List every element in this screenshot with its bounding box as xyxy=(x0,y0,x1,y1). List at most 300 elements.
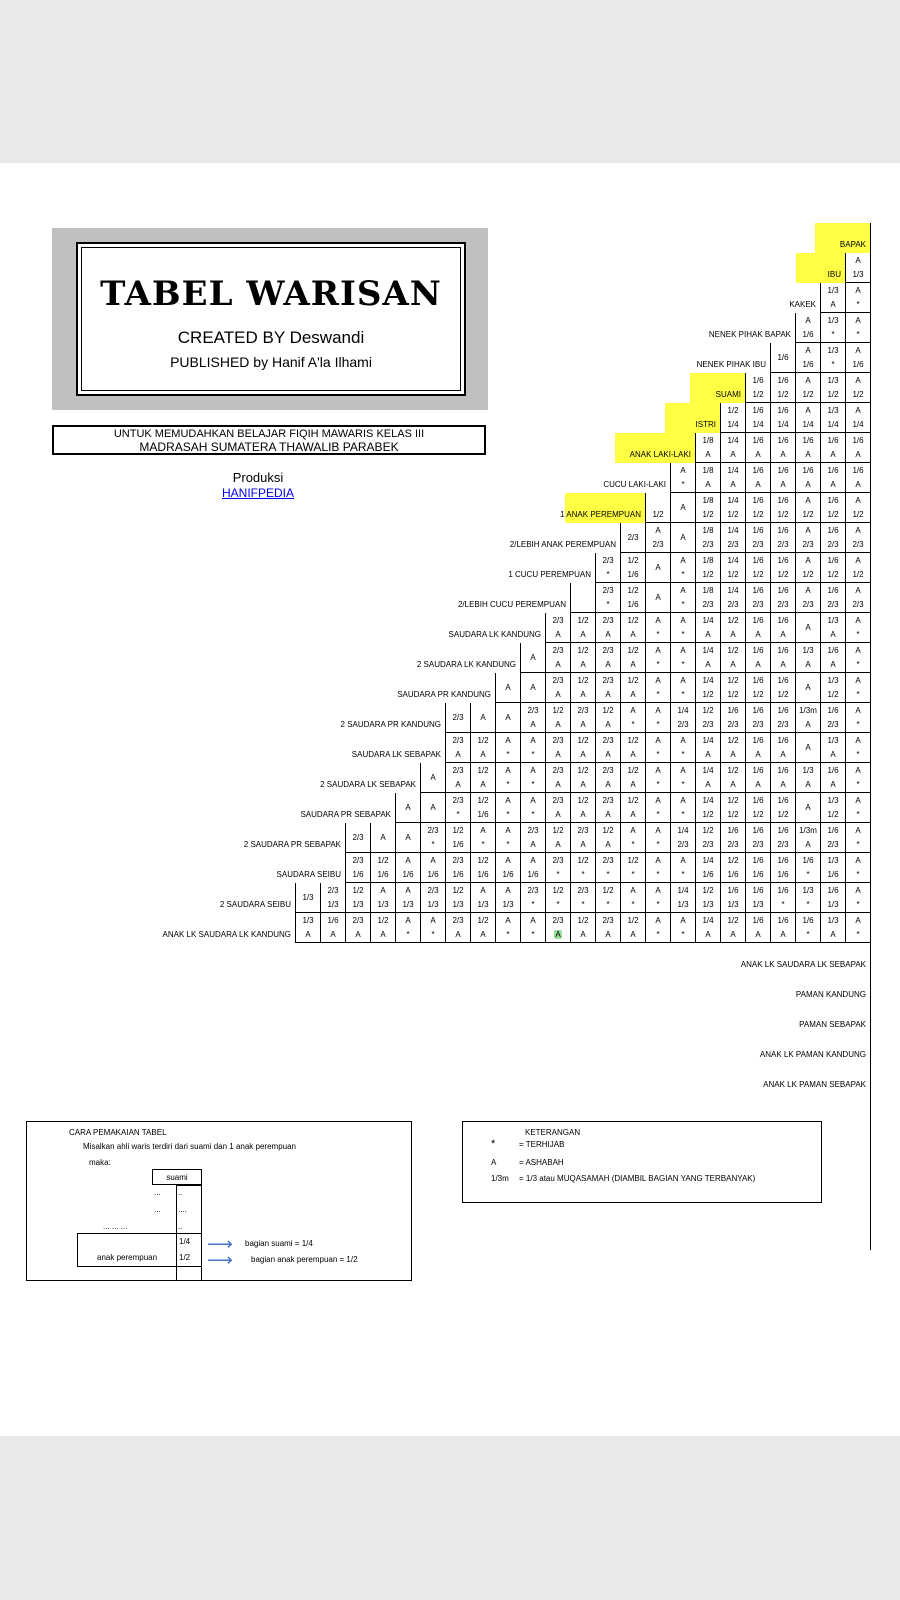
page-title: TABEL WARISAN xyxy=(100,274,442,314)
table-cell: 2/3 * xyxy=(595,553,620,583)
table-cell: A 1/6 xyxy=(420,853,445,883)
table-cell: 1/2 A xyxy=(620,913,645,943)
table-cell: 1/2 A xyxy=(720,643,745,673)
table-cell: A 1/6 xyxy=(845,343,870,373)
table-cell: A 1/2 xyxy=(845,553,870,583)
table-cell: 1/3 xyxy=(295,883,320,913)
table-cell: A * xyxy=(845,313,870,343)
table-cell: 1/6 1/2 xyxy=(820,493,845,523)
table-cell: 1/3 A xyxy=(820,913,845,943)
table-cell: 2/3 A xyxy=(595,913,620,943)
table-cell: 1/6 1/4 xyxy=(745,403,770,433)
table-cell: 1/2 * xyxy=(595,883,620,913)
usage-line1: Misalkan ahli waris terdiri dari suami dan 1 anak perempuan xyxy=(83,1142,296,1151)
table-cell: 1/6 A xyxy=(845,463,870,493)
table-right-border xyxy=(870,223,871,1250)
table-cell: 1/2 * xyxy=(545,883,570,913)
table-cell: 2/3 A xyxy=(520,703,545,733)
heir-label xyxy=(744,1063,870,1093)
table-cell: 1/6 A xyxy=(795,433,820,463)
table-cell: 1/4 A xyxy=(720,463,745,493)
heir-label xyxy=(139,913,295,943)
table-cell: A xyxy=(495,703,520,733)
table-cell: 2/3 A xyxy=(545,763,570,793)
table-cell: 1/6 2/3 xyxy=(720,823,745,853)
table-cell: 1/6 A xyxy=(770,763,795,793)
table-cell: 1/2 A xyxy=(370,913,395,943)
heir-label xyxy=(325,703,445,733)
table-cell: 1/4 1/2 xyxy=(695,673,720,703)
heir-label-text: SUAMI xyxy=(715,390,741,399)
table-cell: 1/6 1/2 xyxy=(770,553,795,583)
table-cell: A xyxy=(520,643,545,673)
table-cell: A 1/6 xyxy=(495,853,520,883)
table-cell: 2/3 1/3 xyxy=(320,883,345,913)
table-cell: 1/4 1/2 xyxy=(720,553,745,583)
legend-star: * xyxy=(491,1138,496,1150)
table-cell: 1/6 A xyxy=(745,433,770,463)
table-cell: 2/3 1/3 xyxy=(420,883,445,913)
table-cell: A 1/3 xyxy=(495,883,520,913)
legend-star-desc: = TERHIJAB xyxy=(519,1140,565,1149)
table-cell: 1/2 A xyxy=(570,763,595,793)
example-dots: .... xyxy=(178,1205,187,1214)
heir-label-text: SAUDARA SEIBU xyxy=(276,870,341,879)
table-cell: A * xyxy=(520,793,545,823)
subtitle-line2: MADRASAH SUMATERA THAWALIB PARABEK xyxy=(139,440,399,454)
table-cell: 1/2 1/2 xyxy=(720,673,745,703)
table-cell: 1/2 2/3 xyxy=(695,703,720,733)
table-cell: 1/2 A xyxy=(620,643,645,673)
heir-label xyxy=(792,1003,870,1033)
table-cell: A * xyxy=(670,583,695,613)
example-dots: .. xyxy=(178,1222,183,1231)
table-cell: 1/4 2/3 xyxy=(670,703,695,733)
table-cell: 2/3 A xyxy=(545,613,570,643)
table-cell: 1/2 2/3 xyxy=(695,823,720,853)
table-cell: A * xyxy=(645,853,670,883)
heir-label xyxy=(792,973,870,1003)
table-cell: 1/6 1/2 xyxy=(745,553,770,583)
table-cell: 1/2 A xyxy=(620,613,645,643)
heir-label xyxy=(287,793,395,823)
legend-m: 1/3m xyxy=(491,1174,509,1183)
table-cell: 1/8 1/2 xyxy=(695,493,720,523)
table-cell: 1/2 1/6 xyxy=(720,853,745,883)
table-cell: 1/8 1/2 xyxy=(695,553,720,583)
table-cell: A xyxy=(420,793,445,823)
production-link[interactable]: HANIFPEDIA xyxy=(221,486,294,500)
table-cell: 1/2 A xyxy=(620,733,645,763)
table-cell: 1/6 A xyxy=(820,643,845,673)
table-cell: 2/3 A xyxy=(545,913,570,943)
heir-label-text: KAKEK xyxy=(789,300,816,309)
table-cell: 1/6 2/3 xyxy=(820,523,845,553)
table-cell: 1/6 A xyxy=(745,763,770,793)
table-cell: 1/2 A xyxy=(570,913,595,943)
table-cell: 1/4 1/6 xyxy=(695,853,720,883)
heir-label-text: PAMAN KANDUNG xyxy=(795,990,866,999)
table-cell: 1/2 A xyxy=(595,703,620,733)
table-cell: 1/3m A xyxy=(795,823,820,853)
table-cell: 1/6 A xyxy=(320,913,345,943)
heir-label-text: 2/LEBIH CUCU PEREMPUAN xyxy=(457,600,566,609)
table-cell: 1/6 1/3 xyxy=(720,883,745,913)
table-cell: 2/3 * xyxy=(445,793,470,823)
table-cell: 1/2 A xyxy=(470,763,495,793)
table-cell: 1/6 A xyxy=(845,433,870,463)
heir-label xyxy=(267,853,345,883)
table-cell: 1/6 A xyxy=(770,733,795,763)
heir-label xyxy=(400,643,520,673)
table-cell: 1/6 1/6 xyxy=(745,853,770,883)
table-cell: A xyxy=(420,763,445,793)
table-cell: 1/4 A xyxy=(695,643,720,673)
note-suami: bagian suami = 1/4 xyxy=(245,1239,313,1248)
table-cell: 1/2 1/6 xyxy=(470,793,495,823)
table-cell: 1/6 1/2 xyxy=(770,493,795,523)
table-cell: A 1/3 xyxy=(470,883,495,913)
table-cell: A xyxy=(670,523,695,553)
heir-label xyxy=(438,583,570,613)
table-cell: A xyxy=(395,823,420,853)
table-cell: A 1/6 xyxy=(520,853,545,883)
table-cell: A * xyxy=(670,613,695,643)
table-cell: 1/2 A xyxy=(570,613,595,643)
table-cell: 1/6 A xyxy=(745,463,770,493)
heir-label-text: NENEK PIHAK BAPAK xyxy=(708,330,791,339)
table-cell: 1/6 A xyxy=(770,643,795,673)
table-cell: 1/2 A xyxy=(570,643,595,673)
example-val-suami: 1/4 xyxy=(179,1237,191,1246)
legend-a-desc: = ASHABAH xyxy=(519,1158,564,1167)
heir-label-text: ANAK LK PAMAN SEBAPAK xyxy=(763,1080,866,1089)
table-cell: 1/4 1/2 xyxy=(720,493,745,523)
heir-label xyxy=(744,1033,870,1063)
table-cell: 2/3 A xyxy=(545,793,570,823)
heir-label-text: 1 CUCU PEREMPUAN xyxy=(508,570,591,579)
table-cell: A 1/6 xyxy=(795,313,820,343)
table-cell: 1/2 xyxy=(645,493,670,523)
table-cell: A * xyxy=(845,793,870,823)
table-cell: 2/3 A xyxy=(545,673,570,703)
table-cell: 2/3 A xyxy=(595,793,620,823)
table-cell: 2/3 * xyxy=(520,883,545,913)
subtitle-line1: UNTUK MEMUDAHKAN BELAJAR FIQIH MAWARIS KELAS III xyxy=(113,428,425,440)
table-cell: 1/6 A xyxy=(745,913,770,943)
table-cell: 1/8 A xyxy=(695,463,720,493)
table-cell: A * xyxy=(470,823,495,853)
table-cell: 1/3 A xyxy=(820,613,845,643)
table-cell: 1/3 A xyxy=(820,733,845,763)
table-cell: 2/3 A xyxy=(345,913,370,943)
table-cell: 1/4 2/3 xyxy=(720,523,745,553)
table-cell: 2/3 A xyxy=(595,643,620,673)
table-cell: A * xyxy=(520,733,545,763)
table-cell: A * xyxy=(645,613,670,643)
table-cell: A * xyxy=(670,793,695,823)
table-cell: 1/3 1/2 xyxy=(820,673,845,703)
table-cell: A * xyxy=(670,463,695,493)
heir-label-text: ISTRI xyxy=(695,420,716,429)
document-page xyxy=(0,163,900,1436)
table-cell: 1/6 A xyxy=(820,763,845,793)
table-cell: 1/4 1/2 xyxy=(695,793,720,823)
table-cell: A 2/3 xyxy=(795,583,820,613)
table-cell: 1/6 2/3 xyxy=(720,703,745,733)
table-cell: 1/4 2/3 xyxy=(720,583,745,613)
table-cell: A * xyxy=(495,733,520,763)
table-cell: A * xyxy=(845,823,870,853)
table-cell: A 1/3 xyxy=(395,883,420,913)
heir-label-text: BAPAK xyxy=(839,240,866,249)
table-cell: 1/4 A xyxy=(695,613,720,643)
note-anak: bagian anak perempuan = 1/2 xyxy=(251,1255,358,1264)
table-cell: 1/3 1/6 xyxy=(820,853,845,883)
table-cell: 1/6 1/2 xyxy=(770,673,795,703)
table-cell: 1/6 A xyxy=(745,733,770,763)
table-cell: 1/6 2/3 xyxy=(770,523,795,553)
table-cell: 2/3 A xyxy=(595,733,620,763)
table-cell: A * xyxy=(495,913,520,943)
table-cell: A * xyxy=(845,283,870,313)
table-cell: A * xyxy=(645,793,670,823)
table-cell: 1/8 2/3 xyxy=(695,583,720,613)
usage-title: CARA PEMAKAIAN TABEL xyxy=(69,1128,167,1137)
legend-m-desc: = 1/3 atau MUQASAMAH (DIAMBIL BAGIAN YANG TERBANYAK) xyxy=(519,1174,756,1183)
heir-label xyxy=(499,553,595,583)
table-cell: 2/3 * xyxy=(595,853,620,883)
production-label: Produksi xyxy=(232,470,284,485)
table-cell: A * xyxy=(645,703,670,733)
heir-label xyxy=(690,373,745,403)
table-cell: 1/3 A xyxy=(820,283,845,313)
table-cell: 1/3 1/2 xyxy=(820,373,845,403)
table-cell: A 2/3 xyxy=(845,523,870,553)
example-dots: .. xyxy=(178,1188,183,1197)
table-cell: A * xyxy=(845,763,870,793)
table-cell: 1/6 1/3 xyxy=(820,883,845,913)
table-cell: 1/2 A xyxy=(620,763,645,793)
table-cell: A 1/4 xyxy=(845,403,870,433)
heir-label xyxy=(205,883,295,913)
table-cell: 1/2 A xyxy=(620,673,645,703)
table-cell: 2/3 A xyxy=(570,703,595,733)
table-cell: 1/4 A xyxy=(695,913,720,943)
usage-guide xyxy=(26,1121,412,1281)
table-cell: 1/2 A xyxy=(720,733,745,763)
table-cell: 1/6 * xyxy=(795,913,820,943)
table-cell: A * xyxy=(645,673,670,703)
heir-label-text: ANAK LK PAMAN KANDUNG xyxy=(759,1050,866,1059)
table-cell: 2/3 xyxy=(445,703,470,733)
table-cell: 1/2 1/6 xyxy=(370,853,395,883)
table-cell: 1/6 1/4 xyxy=(770,403,795,433)
legend-a: A xyxy=(491,1158,497,1167)
table-cell: 1/6 A xyxy=(770,613,795,643)
table-cell: A xyxy=(395,793,420,823)
table-cell: 2/3 xyxy=(620,523,645,553)
heir-label-text: 2 SAUDARA PR KANDUNG xyxy=(340,720,441,729)
table-cell: 1/4 A xyxy=(695,763,720,793)
table-cell: A * xyxy=(645,913,670,943)
table-cell: 1/6 2/3 xyxy=(820,823,845,853)
table-cell: 1/6 2/3 xyxy=(770,583,795,613)
heir-label-text: ANAK LK SAUDARA LK SEBAPAK xyxy=(740,960,866,969)
table-cell: A * xyxy=(845,673,870,703)
table-cell: 2/3 A xyxy=(445,733,470,763)
table-cell: 1/8 2/3 xyxy=(695,523,720,553)
table-cell: A * xyxy=(645,763,670,793)
table-cell: 1/2 1/3 xyxy=(445,883,470,913)
heir-label xyxy=(300,763,420,793)
table-cell: 1/6 A xyxy=(745,643,770,673)
heir-label-text: ANAK LK SAUDARA LK KANDUNG xyxy=(162,930,291,939)
table-cell: 1/3 * xyxy=(820,343,845,373)
table-cell: A * xyxy=(670,673,695,703)
heir-label-text: CUCU LAKI-LAKI xyxy=(603,480,666,489)
table-cell: 1/6 2/3 xyxy=(745,583,770,613)
heir-label-text: SAUDARA PR SEBAPAK xyxy=(300,810,391,819)
table-cell: 2/3 A xyxy=(545,643,570,673)
table-cell: A 1/6 xyxy=(795,343,820,373)
heir-label-text: 2 SAUDARA LK KANDUNG xyxy=(416,660,516,669)
heir-label xyxy=(437,613,545,643)
table-cell: A 1/2 xyxy=(845,493,870,523)
table-cell: 1/6 A xyxy=(795,463,820,493)
table-cell: 1/2 1/3 xyxy=(695,883,720,913)
table-cell: 1/3m A xyxy=(795,703,820,733)
table-cell: 1/4 A xyxy=(695,733,720,763)
table-cell: 1/2 A xyxy=(595,823,620,853)
table-cell: A xyxy=(795,613,820,643)
table-cell: 1/3 * xyxy=(795,883,820,913)
table-cell: 1/6 2/3 xyxy=(745,703,770,733)
table-cell: 1/3 A xyxy=(295,913,320,943)
table-cell: 1/2 * xyxy=(620,853,645,883)
table-cell: 2/3 A xyxy=(445,913,470,943)
table-cell: 1/6 1/2 xyxy=(745,793,770,823)
table-cell: 1/4 2/3 xyxy=(670,823,695,853)
example-dots: ... ... ... xyxy=(103,1222,128,1231)
table-cell: 2/3 * xyxy=(420,823,445,853)
table-cell: 2/3 * xyxy=(545,853,570,883)
table-cell: A * xyxy=(845,853,870,883)
heir-label xyxy=(796,253,845,283)
example-dots: ... xyxy=(154,1205,161,1214)
heir-label-text: SAUDARA LK KANDUNG xyxy=(448,630,541,639)
publisher-line: PUBLISHED by Hanif A'la Ilhami xyxy=(170,354,372,370)
table-cell: 1/2 1/6 xyxy=(445,823,470,853)
heir-label-text: SAUDARA LK SEBAPAK xyxy=(351,750,441,759)
heir-label-text: NENEK PIHAK IBU xyxy=(696,360,766,369)
table-cell: 1/6 1/3 xyxy=(745,883,770,913)
table-cell: A * xyxy=(495,763,520,793)
table-cell: A * xyxy=(520,763,545,793)
arrow-right-icon: ⟶ xyxy=(207,1250,233,1270)
table-cell: 2/3 1/6 xyxy=(345,853,370,883)
example-col-suami: suami xyxy=(152,1169,202,1185)
table-cell: A * xyxy=(495,823,520,853)
heir-label xyxy=(488,523,620,553)
heir-label-text: IBU xyxy=(827,270,841,279)
heir-label-text: 2 SAUDARA PR SEBAPAK xyxy=(243,840,341,849)
table-cell: A xyxy=(645,583,670,613)
heir-label-text: 2/LEBIH ANAK PEREMPUAN xyxy=(509,540,616,549)
table-cell: A * xyxy=(845,643,870,673)
table-cell: 1/2 A xyxy=(720,613,745,643)
table-cell: A 1/2 xyxy=(795,373,820,403)
table-cell: 1/6 xyxy=(770,343,795,373)
table-cell: 1/2 A xyxy=(545,823,570,853)
table-cell: 1/3 1/4 xyxy=(820,403,845,433)
table-cell: 1/6 A xyxy=(820,463,845,493)
table-cell: 2/3 xyxy=(345,823,370,853)
table-cell: A * xyxy=(395,913,420,943)
table-cell: 1/2 1/6 xyxy=(470,853,495,883)
table-cell: 1/2 A xyxy=(620,793,645,823)
table-cell: A * xyxy=(670,553,695,583)
table-cell: A * xyxy=(670,853,695,883)
arrow-right-icon: ⟶ xyxy=(207,1234,233,1254)
heir-label-text: 2 SAUDARA LK SEBAPAK xyxy=(320,780,416,789)
example-dots: ... xyxy=(154,1188,161,1197)
legend-title: KETERANGAN xyxy=(525,1128,581,1137)
table-cell: 1/2 A xyxy=(570,733,595,763)
table-cell: A * xyxy=(670,733,695,763)
table-cell: A xyxy=(795,673,820,703)
table-cell: 2/3 * xyxy=(570,883,595,913)
table-cell: A * xyxy=(495,793,520,823)
table-cell: 2/3 A xyxy=(595,763,620,793)
table-cell: 2/3 * xyxy=(595,583,620,613)
table-cell: 1/6 1/2 xyxy=(820,553,845,583)
table-cell: A xyxy=(670,493,695,523)
heir-label xyxy=(693,313,795,343)
example-table xyxy=(77,1169,202,1281)
table-cell: 1/6 1/2 xyxy=(745,493,770,523)
table-cell: A 2/3 xyxy=(845,583,870,613)
heir-label xyxy=(760,283,820,313)
table-cell: A * xyxy=(845,883,870,913)
heir-label xyxy=(815,223,870,253)
table-cell: 1/2 A xyxy=(570,793,595,823)
table-cell: 1/8 A xyxy=(695,433,720,463)
table-cell: 1/6 2/3 xyxy=(770,823,795,853)
table-cell: A * xyxy=(670,643,695,673)
table-cell: A * xyxy=(420,913,445,943)
table-cell: A 1/4 xyxy=(795,403,820,433)
table-cell: 1/6 A xyxy=(770,433,795,463)
heir-label xyxy=(615,433,695,463)
table-cell: A * xyxy=(620,883,645,913)
table-cell: 1/4 1/3 xyxy=(670,883,695,913)
table-cell: A * xyxy=(620,703,645,733)
table-cell: 1/6 1/2 xyxy=(745,373,770,403)
table-cell: 1/2 A xyxy=(470,913,495,943)
table-cell: 1/6 A xyxy=(770,913,795,943)
table-cell: A xyxy=(495,673,520,703)
author-line: CREATED BY Deswandi xyxy=(177,328,365,347)
table-cell: A xyxy=(795,733,820,763)
example-val-anak: 1/2 xyxy=(179,1253,191,1262)
table-cell: 1/6 2/3 xyxy=(745,823,770,853)
table-cell: A * xyxy=(645,823,670,853)
table-cell: A 1/6 xyxy=(395,853,420,883)
table-cell: A xyxy=(520,673,545,703)
example-row-anak: anak perempuan xyxy=(97,1253,158,1262)
heir-label-text: 1 ANAK PEREMPUAN xyxy=(560,510,641,519)
